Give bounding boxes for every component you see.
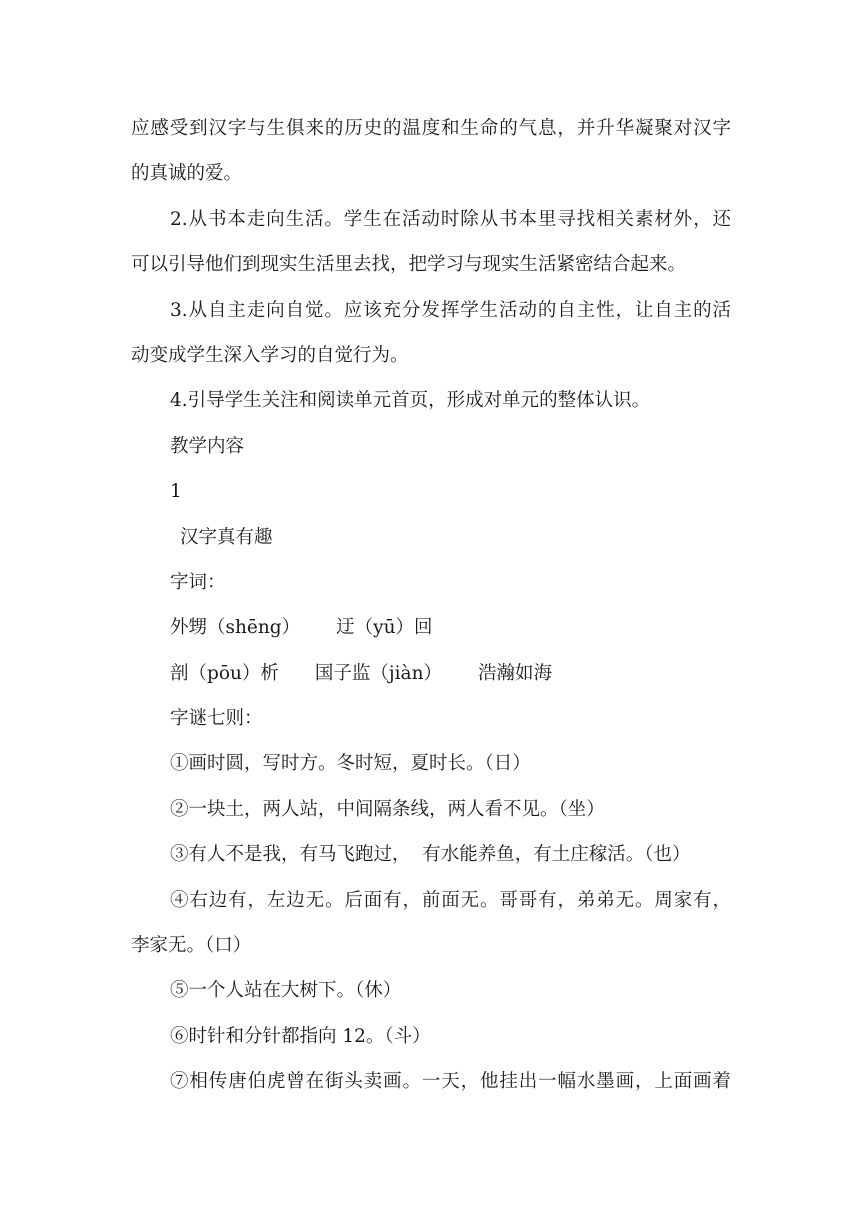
vocab-heading: 字词： <box>170 571 226 593</box>
vocab-item: 外甥（shēng） <box>170 617 301 639</box>
lesson-title: 汉字真有趣 <box>180 526 273 548</box>
riddle-4-line-1: ④右边有，左边无。后面有，前面无。哥哥有，弟弟无。周家有， <box>170 889 731 911</box>
intro-paragraph-line-2: 的真诚的爱。 <box>131 163 243 185</box>
intro-paragraph-line-1: 应感受到汉字与生俱来的历史的温度和生命的气息，并升华凝聚对汉字 <box>131 118 731 139</box>
riddle-2: ②一块土，两人站，中间隔条线，两人看不见。（坐） <box>170 798 605 820</box>
point-3-line-1: 3.从自主走向自觉。应该充分发挥学生活动的自主性，让自主的活 <box>170 299 731 321</box>
vocab-row-2 <box>131 651 731 696</box>
vocab-row-1 <box>131 605 731 650</box>
riddle-1: ①画时圆，写时方。冬时短，夏时长。（日） <box>170 753 531 775</box>
riddles-heading: 字谜七则： <box>170 708 263 730</box>
riddle-5: ⑤一个人站在大树下。（休） <box>170 980 402 1002</box>
vocab-item: 浩瀚如海 <box>478 662 553 684</box>
vocab-item: 剖（pōu）析 <box>170 662 279 684</box>
point-3-line-2: 动变成学生深入学习的自觉行为。 <box>131 344 409 366</box>
point-2-line-1: 2.从书本走向生活。学生在活动时除从书本里寻找相关素材外，还 <box>170 208 731 230</box>
point-2-line-2: 可以引导他们到现实生活里去找，把学习与现实生活紧密结合起来。 <box>131 254 687 276</box>
point-4: 4.引导学生关注和阅读单元首页，形成对单元的整体认识。 <box>170 390 651 412</box>
vocab-item: 迂（yū）回 <box>336 617 433 639</box>
riddle-7-line-1: ⑦相传唐伯虎曾在街头卖画。一天，他挂出一幅水墨画，上面画着 <box>170 1071 731 1093</box>
vocab-item: 国子监（jiàn） <box>314 662 443 684</box>
section-heading: 教学内容 <box>170 435 245 457</box>
document-body <box>131 106 731 1105</box>
lesson-number: 1 <box>170 481 182 503</box>
riddle-4-line-2: 李家无。（口） <box>131 935 252 957</box>
riddle-3: ③有人不是我，有马飞跑过， 有水能养鱼，有土庄稼活。（也） <box>170 844 691 866</box>
riddle-6: ⑥时针和分针都指向 12。（斗） <box>170 1025 431 1047</box>
